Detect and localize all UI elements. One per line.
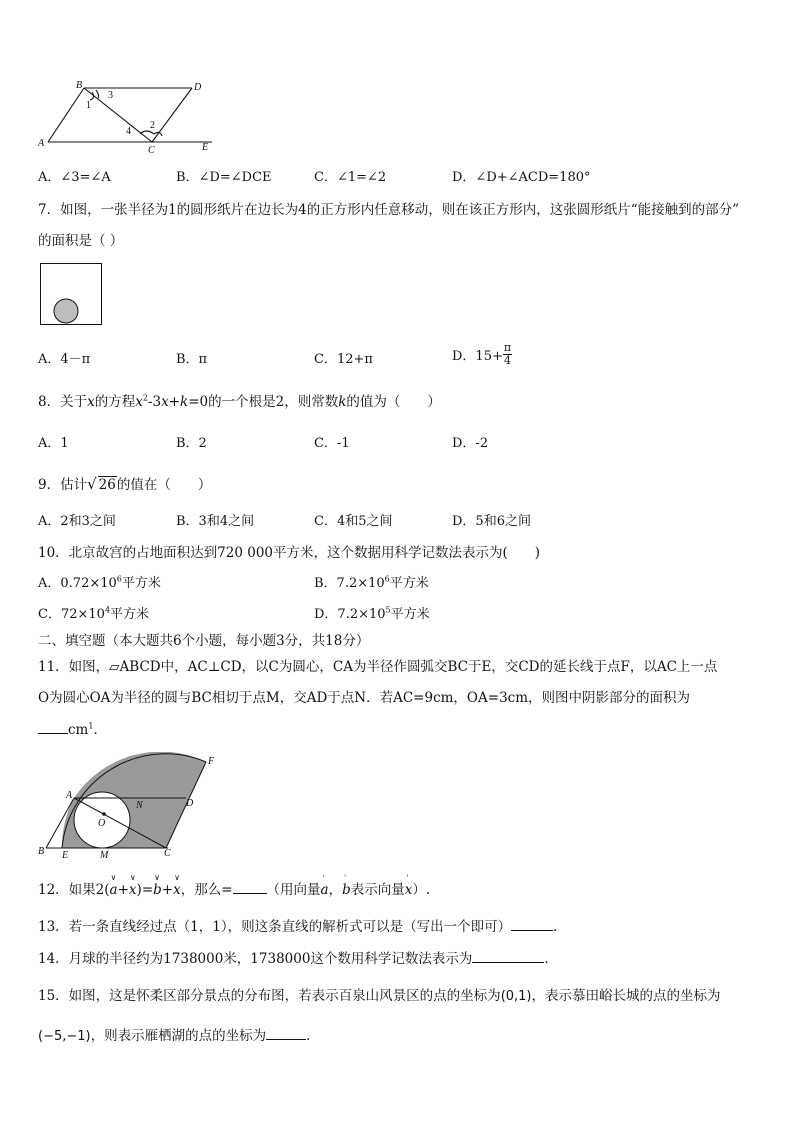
q7-option-b: B．π: [176, 352, 208, 367]
q10-b-post: 平方米: [389, 576, 429, 591]
answer-blank[interactable]: [472, 950, 544, 963]
vector-x-3: [404, 874, 413, 898]
vector-a: [109, 873, 118, 898]
coordinate-mutianyu: (−5,−1): [38, 1029, 91, 1044]
q12-post2: 表示向量: [350, 882, 405, 898]
vector-x: [128, 873, 137, 898]
q10-option-a: [38, 572, 161, 591]
plus-2: +: [161, 882, 174, 898]
q10-a-post: 平方米: [121, 576, 161, 591]
q8-option-d: D．-2: [452, 436, 489, 451]
q9-post: 的值在（ ）: [116, 477, 212, 493]
vector-x-letter: x: [128, 882, 137, 898]
q12-end: ）.: [412, 882, 431, 898]
q10-option-b: [314, 572, 429, 591]
sqrt-radicand: 26: [98, 477, 116, 493]
line-dc: [152, 88, 192, 142]
q10-stem: 10．北京故宫的占地面积达到720 000平方米，这个数据用科学记数法表示为( ): [38, 545, 541, 561]
q8-option-a: A．1: [38, 436, 69, 451]
q7-figure: [40, 263, 104, 327]
q10-c-exp: 4: [104, 605, 111, 615]
q15-end: ．: [306, 1028, 320, 1044]
q9-pre: 9．估计: [38, 477, 88, 493]
q15-stem-line2: [38, 1024, 320, 1044]
q8-pre: 8．关于: [38, 394, 88, 410]
center-dot-o: [102, 812, 106, 816]
q11-unit-exp: 1: [88, 721, 94, 731]
label-a: A: [38, 138, 45, 149]
coordinate-baiquanshan: (0,1): [500, 989, 532, 1004]
q11-figure: [36, 752, 218, 862]
eq-minus3: -3: [147, 394, 162, 410]
q9-option-a: A．2和3之间: [38, 514, 116, 529]
vector-a-letter: a: [109, 882, 118, 898]
answer-blank[interactable]: [511, 918, 553, 931]
var-x: x: [87, 394, 95, 410]
fraction-denominator: 4: [503, 354, 511, 367]
q7-option-c: C．12+π: [314, 352, 373, 367]
q10-option-d: [314, 603, 430, 622]
q7-option-d-prefix: D．15+: [452, 349, 503, 364]
label-c: C: [148, 145, 155, 154]
label-b: B: [38, 846, 45, 857]
q11-unit: cm: [68, 722, 89, 738]
q14-end: ．: [544, 951, 558, 967]
label-a: A: [66, 790, 73, 801]
label-c: C: [164, 848, 171, 859]
q7-option-d: [452, 342, 512, 367]
vector-a-letter: a: [320, 882, 329, 898]
q10-b-pre: B．7.2×10: [314, 576, 385, 591]
line-ab: [48, 88, 84, 142]
q12-stem: [38, 873, 431, 898]
fraction-numerator: π: [503, 341, 512, 354]
q10-d-post: 平方米: [390, 607, 430, 622]
q15-stem-line1: [38, 984, 721, 1004]
q11-end: ．: [93, 722, 107, 738]
vector-x-letter: x: [173, 882, 181, 898]
label-n: N: [136, 800, 143, 811]
label-3: 3: [108, 90, 113, 101]
q10-c-post: 平方米: [110, 607, 150, 622]
label-2: 2: [150, 120, 155, 131]
label-m: M: [100, 850, 109, 861]
label-e: E: [202, 142, 209, 153]
q10-option-c: [38, 603, 149, 622]
q10-a-pre: A．0.72×10: [38, 576, 117, 591]
vector-b: [153, 873, 162, 898]
vector-b-letter: b: [342, 882, 351, 898]
vector-accent-small: ': [344, 874, 347, 882]
q8-option-c: C．-1: [314, 436, 350, 451]
section-fill-in-blank-heading: 二、填空题（本大题共6个小题，每小题3分，共18分）: [38, 633, 370, 649]
q10-c-pre: C．72×10: [38, 607, 105, 622]
q10-d-pre: D．7.2×10: [314, 607, 386, 622]
q11-stem-line3: [38, 718, 107, 738]
vector-x-2: [173, 873, 181, 898]
q6-figure: [36, 78, 222, 154]
vector-accent: ∨: [129, 873, 136, 882]
eq-square: 2: [142, 393, 148, 403]
q6-option-d: D．∠D+∠ACD=180°: [452, 170, 591, 185]
vector-b-letter: b: [153, 882, 162, 898]
q7-stem-line1: 7．如图，一张半径为1的圆形纸片在边长为4的正方形内任意移动，则在该正方形内，这张圆形纸片“能接触到的部分”: [38, 202, 740, 218]
q15-line2-post: ，则表示雁栖湖的点的坐标为: [90, 1028, 267, 1044]
vector-accent: ∨: [154, 873, 160, 882]
q11-stem-line1: 11．如图，▱ABCD中，AC⊥CD，以C为圆心，CA为半径作圆弧交BC于E，交CD的延长线于点F，以AC上一点: [38, 659, 718, 675]
eq-plus: +: [168, 394, 181, 410]
label-b: B: [76, 80, 83, 91]
q9-stem: [38, 473, 211, 493]
paper-circle: [54, 299, 78, 323]
q13-stem: [38, 915, 567, 935]
q11-stem-line2: O为圆心OA为半径的圆与BC相切于点M，交AD于点N．若AC=9cm，OA=3cm，则图中阴影部分的面积为: [38, 690, 691, 706]
vector-a-2: [320, 874, 329, 898]
comma: ，: [328, 882, 343, 898]
label-d: D: [194, 82, 202, 93]
close-eq: )=: [136, 882, 154, 898]
label-1: 1: [86, 100, 91, 111]
q9-option-d: D．5和6之间: [452, 514, 531, 529]
q9-option-b: B．3和4之间: [176, 514, 255, 529]
q8-stem: [38, 390, 441, 410]
answer-blank[interactable]: [38, 721, 68, 734]
line-bc: [84, 88, 152, 142]
q8-mid1: 的方程: [94, 394, 136, 410]
label-o: O: [98, 818, 106, 829]
vector-accent-small: ': [322, 874, 325, 882]
q13-text: 13．若一条直线经过点（1，1），则这条直线的解析式可以是（写出一个即可）: [38, 919, 512, 935]
vector-accent-small: ': [406, 874, 409, 882]
q8-post: 的值为（ ）: [346, 394, 441, 410]
q9-option-c: C．4和5之间: [314, 514, 393, 529]
q12-mid: ，那么=: [180, 882, 233, 898]
q6-option-b: B．∠D=∠DCE: [176, 170, 272, 185]
q8-mid2: 的一个根是2，则常数: [208, 394, 339, 410]
eq-x2: x: [135, 394, 143, 410]
vector-accent: ∨: [174, 873, 180, 882]
q7-option-a: A．4－π: [38, 352, 91, 367]
eq-k: k: [180, 394, 189, 410]
q15-line1-post: ，表示慕田峪长城的点的坐标为: [531, 988, 721, 1004]
q6-option-a: A．∠3=∠A: [38, 170, 111, 185]
q13-end: ．: [553, 919, 567, 935]
vector-accent: ∨: [110, 873, 117, 882]
q15-line1-pre: 15．如图，这是怀柔区部分景点的分布图，若表示百泉山风景区的点的坐标为: [38, 988, 501, 1004]
eq-x: x: [161, 394, 169, 410]
q10-b-exp: 6: [384, 574, 390, 584]
label-f: F: [208, 756, 215, 767]
vector-b-2: [342, 874, 351, 898]
q6-option-c: C．∠1=∠2: [314, 170, 387, 185]
q12-post1: （用向量: [266, 882, 321, 898]
angle-arc-3: [96, 90, 99, 98]
label-4: 4: [126, 126, 131, 137]
answer-blank[interactable]: [266, 1027, 306, 1040]
q14-text: 14．月球的半径约为1738000米，1738000这个数用科学记数法表示为: [38, 951, 473, 967]
q7-stem-line2: 的面积是（ ）: [38, 233, 124, 249]
q8-option-b: B．2: [176, 436, 207, 451]
label-d: D: [186, 798, 194, 809]
q10-d-exp: 5: [385, 605, 391, 615]
plus-1: +: [117, 882, 129, 898]
vector-x-letter: x: [404, 882, 413, 898]
q14-stem: [38, 947, 558, 967]
eq-end: =0: [188, 394, 209, 410]
q10-a-exp: 6: [116, 574, 122, 584]
sqrt-sign: √: [87, 475, 97, 493]
var-k: k: [338, 394, 347, 410]
q7-option-d-fraction: [503, 342, 512, 367]
answer-blank[interactable]: [233, 881, 267, 894]
label-e: E: [62, 850, 69, 861]
q12-pre: 12．如果2(: [38, 882, 110, 898]
